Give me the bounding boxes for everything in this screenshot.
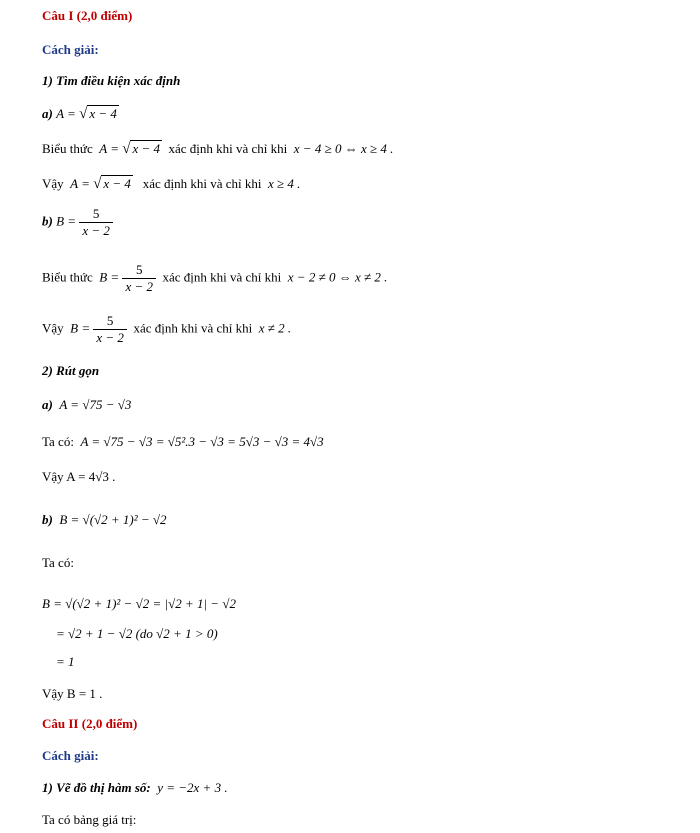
part-b-definition (42, 206, 113, 239)
condition-math: x − 2 ≠ 0 ⇔ x ≠ 2 . (287, 269, 388, 285)
graph-heading-text: 1) Vẽ đồ thị hàm số: (42, 780, 151, 795)
expression-label: Biểu thức (42, 141, 93, 156)
value-table-intro: Ta có bảng giá trị: (42, 812, 137, 827)
solution-label-1: Cách giải: (42, 42, 99, 57)
simplify-b-expression (42, 512, 167, 528)
conclusion-label: Vậy (42, 320, 64, 336)
part-a-condition-line: Biểu thức A = √ x − 4 xác định khi và chỉ khi x − 4 ≥ 0 ⇔ x ≥ 4 . (42, 141, 394, 157)
ta-co-label: Ta có: (42, 434, 74, 449)
simplify-b-step-2: = √2 + 1 − √2 (do √2 + 1 > 0) (56, 626, 218, 641)
part-2-heading: 2) Rút gọn (42, 363, 100, 378)
question-2-title: Câu II (2,0 điểm) (42, 716, 138, 731)
fraction-numerator: 5 (106, 313, 114, 328)
part-b-condition-line: Biểu thức B = $\frac{5}{x - 2}$ xác định khi và chỉ khi x − 2 ≠ 0 ⇔ x ≠ 2 . (42, 262, 388, 294)
simplify-a-math: A = √75 − √3 (59, 397, 132, 412)
simplify-b-taco: Ta có: (42, 555, 74, 570)
fraction-numerator: 5 (135, 262, 143, 277)
radicand: x − 4 (89, 106, 117, 121)
part-a-label: a) (42, 106, 53, 121)
simplify-b-label: b) (42, 512, 53, 527)
radicand: x − 4 (103, 176, 131, 191)
a-equals: A = (56, 106, 80, 121)
simplify-b-math: B = √(√2 + 1)² − √2 (59, 512, 167, 527)
conclusion-label: Vậy (42, 176, 64, 191)
graph-heading (42, 780, 228, 796)
condition-text: xác định khi và chỉ khi (142, 176, 262, 191)
part-1-heading: 1) Tìm điều kiện xác định (42, 73, 181, 88)
b-equals: B = (56, 213, 80, 229)
condition-math: x − 4 ≥ 0 ⇔ x ≥ 4 . (293, 141, 394, 156)
simplify-a-label: a) (42, 397, 53, 412)
simplify-b-step-3: = 1 (56, 654, 75, 669)
simplify-a-conclusion: Vậy A = 4√3 . (42, 469, 116, 484)
simplify-b-conclusion: Vậy B = 1 . (42, 686, 103, 701)
condition-text: xác định khi và chỉ khi (162, 269, 282, 285)
question-1-title: Câu I (2,0 điểm) (42, 8, 133, 23)
simplify-b-step-1: B = √(√2 + 1)² − √2 = |√2 + 1| − √2 (42, 596, 236, 611)
fraction-numerator: 5 (92, 206, 100, 221)
function-expression: y = −2x + 3 . (157, 780, 228, 795)
part-b-conclusion: Vậy B = $\frac{5}{x - 2}$ xác định khi và chỉ khi x ≠ 2 . (42, 313, 292, 345)
simplify-a-steps: A = √75 − √3 = √5².3 − √3 = 5√3 − √3 = 4√3 (80, 434, 324, 449)
simplify-a-calculation (42, 434, 324, 450)
condition-text: xác định khi và chỉ khi (133, 320, 253, 336)
simplify-a-expression (42, 397, 131, 413)
part-a-conclusion: Vậy A = √ x − 4 xác định khi và chỉ khi x ≥ 4 . (42, 176, 301, 192)
fraction-denominator: x − 2 (93, 329, 127, 346)
fraction-denominator: x − 2 (122, 278, 156, 295)
part-a-definition: a) A = √ x − 4 (42, 106, 117, 122)
fraction-denominator: x − 2 (79, 222, 113, 239)
condition-text: xác định khi và chỉ khi (168, 141, 288, 156)
part-b-label: b) (42, 213, 53, 229)
condition-math: x ≥ 4 . (267, 176, 301, 191)
radicand: x − 4 (132, 141, 160, 156)
expression-label: Biểu thức (42, 269, 93, 285)
condition-math: x ≠ 2 . (258, 320, 292, 336)
solution-label-2: Cách giải: (42, 748, 99, 763)
